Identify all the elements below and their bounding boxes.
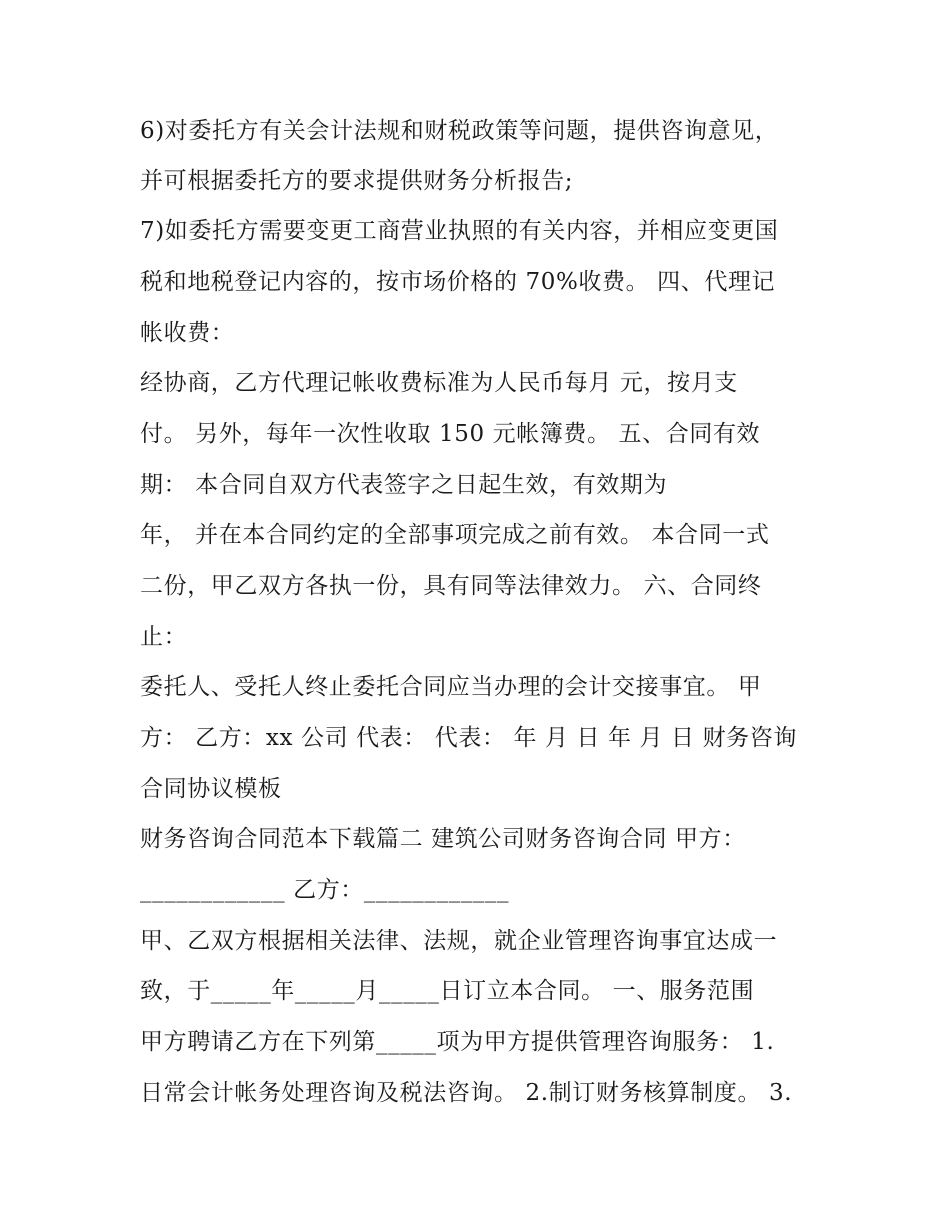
text-line: 委托人、受托人终止委托合同应当办理的会计交接事宜。 甲 (140, 674, 762, 700)
text-line: 税和地税登记内容的，按市场价格的 70%收费。 四、代理记 (140, 269, 776, 295)
text-line: 并可根据委托方的要求提供财务分析报告; (140, 168, 574, 194)
text-line: 合同协议模板 (140, 776, 282, 802)
text-line: 止： (140, 624, 188, 650)
text-line: 财务咨询合同范本下载篇二 建筑公司财务咨询合同 甲方： (140, 826, 746, 852)
text-line: 二份，甲乙双方各执一份，具有同等法律效力。 六、合同终 (140, 573, 762, 599)
text-line: 致，于_____年_____月_____日订立本合同。 一、服务范围 (140, 978, 755, 1004)
text-line: 年， 并在本合同约定的全部事项完成之前有效。 本合同一式 (140, 522, 770, 548)
text-line: 7)如委托方需要变更工商营业执照的有关内容，并相应变更国 (140, 218, 779, 244)
text-line: 6)对委托方有关会计法规和财税政策等问题，提供咨询意见， (140, 118, 779, 144)
text-line: 期： 本合同自双方代表签字之日起生效，有效期为 (140, 472, 668, 498)
text-line: 经协商，乙方代理记帐收费标准为人民币每月 元，按月支 (140, 370, 738, 396)
text-line: 日常会计帐务处理咨询及税法咨询。 2.制订财务核算制度。 3. (140, 1080, 793, 1106)
text-line: 付。 另外，每年一次性收取 150 元帐簿费。 五、合同有效 (140, 421, 761, 447)
text-line: 甲、乙双方根据相关法律、法规，就企业管理咨询事宜达成一 (140, 928, 778, 954)
text-line: 帐收费： (140, 320, 235, 346)
text-line: 方： 乙方：xx 公司 代表： 代表： 年 月 日 年 月 日 财务咨询 (140, 725, 797, 751)
text-line: ____________ 乙方：____________ (140, 877, 510, 903)
text-line: 甲方聘请乙方在下列第_____项为甲方提供管理咨询服务： 1. (140, 1029, 775, 1055)
